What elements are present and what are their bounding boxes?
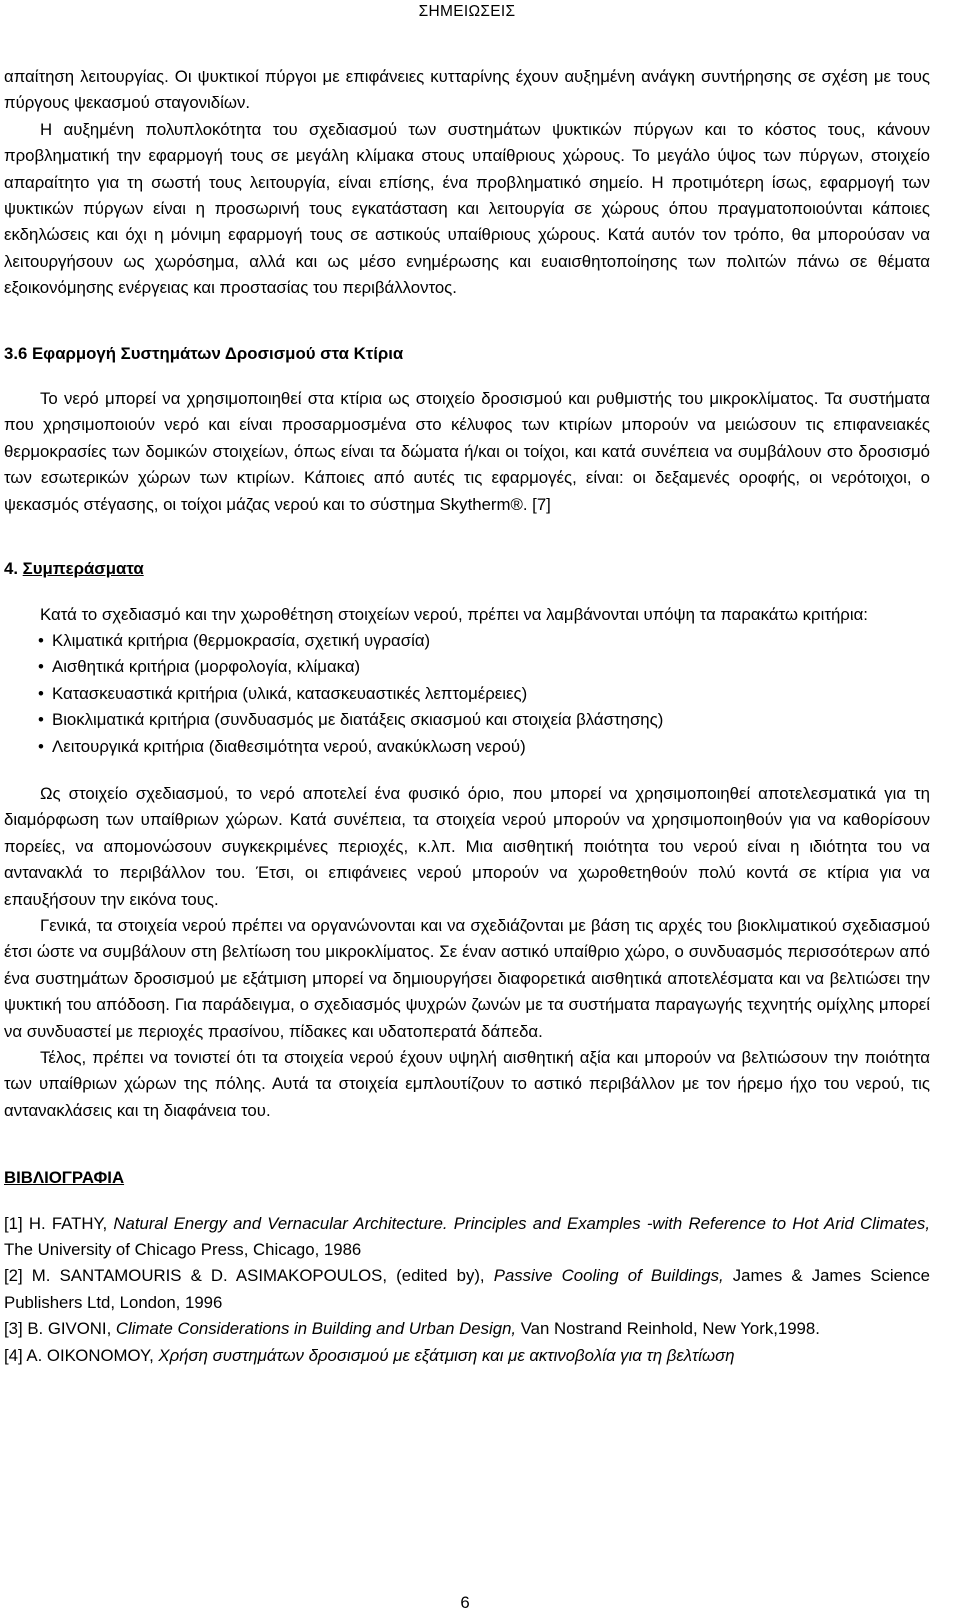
criteria-lead: Κατά το σχεδιασμό και την χωροθέτηση στοιχείων νερού, πρέπει να λαμβάνονται υπόψη τα παρακάτω κριτήρια:	[40, 604, 868, 624]
page-number: 6	[460, 1593, 470, 1612]
conclusion-paragraph-3: Τέλος, πρέπει να τονιστεί ότι τα στοιχεία νερού έχουν υψηλή αισθητική αξία και μπορούν να βελτιώσουν την ποιότητα των υπαίθριων χώρων της πόλης. Αυτά τα στοιχεία εμπλουτίζουν το αστικό περιβάλλον με τον ήρεμο ήχο του νερού, τις αντανακλάσεις και τη διαφάνεια του.	[4, 1048, 930, 1120]
list-item: • Αισθητικά κριτήρια (μορφολογία, κλίμακα)	[38, 654, 930, 680]
list-item: • Λειτουργικά κριτήρια (διαθεσιμότητα νερού, ανακύκλωση νερού)	[38, 734, 930, 760]
cooling-towers-paragraph: Η αυξημένη πολυπλοκότητα του σχεδιασμού των συστημάτων ψυκτικών πύργων και το κόστος τους, κάνουν προβληματική την εφαρμογή τους σε μεγάλη κλίμακα στους υπαίθριους χώρους. Το μεγάλο ύψος των πύργων, στοιχείο απαραίτητο για τη σωστή τους λειτουργία, είναι επίσης, ένα προβληματικό σημείο. Η προτιμότερη ίσως, εφαρμογή των ψυκτικών πύργων είναι η προσωρινή τους εγκατάσταση και λειτουργία σε χώρους όπου πραγματοποιούνται κάποιες εκδηλώσεις και όχι η μόνιμη εφαρμογή τους σε αστικούς υπαίθριους χώρους. Κατά αυτόν τον τρόπο, θα μπορούσαν να λειτουργήσουν ως χωρόσημα, αλλά και ως μέσο ενημέρωσης και ευαισθητοποίησης των πολιτών πάνω σε θέματα εξοικονόμησης ενέργειας και προστασίας του περιβάλλοντος.	[4, 119, 930, 298]
reference-list	[4, 1211, 930, 1369]
reference-item: [3] B. GIVONI, Climate Considerations in Building and Urban Design, Van Nostrand Reinhold, New York,1998.	[4, 1319, 820, 1339]
conclusion-paragraph-2: Γενικά, τα στοιχεία νερού πρέπει να οργανώνονται και να σχεδιάζονται με βάση τις αρχές του βιοκλιματικού σχεδιασμού έτσι ώστε να συμβάλουν στη βελτίωση του μικροκλίματος. Σε έναν αστικό υπαίθριο χώρο, ο συνδυασμός περισσότερων από ένα συστημάτων δροσισμού με εξάτμιση μπορεί να δημιουργήσει διαφορετικά αισθητικά αποτελέσματα και να βελτιώσει την ψυκτική του απόδοση. Για παράδειγμα, ο σχεδιασμός ψυχρών ζωνών με τα συστήματα παραγωγής τεχνητής ομίχλης μπορεί να συνδυαστεί με περιοχές πρασίνου, πίδακες και υδατοπερατά δάπεδα.	[4, 915, 930, 1041]
conclusion-paragraph-1: Ως στοιχείο σχεδιασμού, το νερό αποτελεί ένα φυσικό όριο, που μπορεί να χρησιμοποιηθεί αποτελεσματικά για τη διαμόρφωση των υπαίθριων χώρων. Κατά συνέπεια, τα στοιχεία νερού μπορούν να χρησιμοποιηθούν για να καθορίσουν πορείες, να απομονώσουν συγκεκριμένες περιοχές, κ.λπ. Μια αισθητική ποιότητα του νερού είναι η ιδιότητα του να αντανακλά το περιβάλλον του. Έτσι, οι επιφάνειες νερού μπορούν να χωροθετηθούν πολύ κοντά σε κτίρια για να επαυξήσουν την εικόνα τους.	[4, 783, 930, 909]
continued-paragraph: απαίτηση λειτουργίας. Οι ψυκτικοί πύργοι με επιφάνειες κυτταρίνης έχουν αυξημένη ανάγκη συντήρησης σε σχέση με τους πύργους ψεκασμού σταγονιδίων.	[4, 67, 930, 113]
running-header: ΣΗΜΕΙΩΣΕΙΣ	[418, 3, 516, 20]
list-item: • Βιοκλιματικά κριτήρια (συνδυασμός με διατάξεις σκιασμού και στοιχεία βλάστησης)	[38, 707, 930, 733]
section-3-6-paragraph: Το νερό μπορεί να χρησιμοποιηθεί στα κτίρια ως στοιχείο δροσισμού και ρυθμιστής του μικροκλίματος. Τα συστήματα που χρησιμοποιούν νερό και είναι προσαρμοσμένα στο κέλυφος των κτιρίων μπορούν να μειώσουν τις επιφανειακές θερμοκρασίες των δομικών στοιχείων, όπως είναι τα δώματα ή/και οι τοίχοι, και κατά συνέπεια να συμβάλουν στο δροσισμό των εσωτερικών χώρων των κτιρίων. Κάποιες από αυτές τις εφαρμογές, είναι: οι δεξαμενές οροφής, οι νερότοιχοι, ο ψεκασμός στέγασης, οι τοίχοι μάζας νερού και το σύστημα Skytherm®. [7]	[4, 389, 930, 514]
reference-item: [2] M. SANTAMOURIS & D. ASIMAKOPOULOS, (edited by), Passive Cooling of Buildings, James & James Science Publishers Ltd, London, 1996	[4, 1266, 930, 1312]
bibliography-heading: ΒΙΒΛΙΟΓΡΑΦΙΑ	[4, 1168, 125, 1188]
reference-item: [4] A. ΟΙΚΟΝΟΜΟΥ, Χρήση συστημάτων δροσισμού με εξάτμιση και με ακτινοβολία για τη βελτίωση	[4, 1345, 735, 1365]
section-4-title: Συμπεράσματα	[22, 559, 144, 579]
list-item: • Κατασκευαστικά κριτήρια (υλικά, κατασκευαστικές λεπτομέρειες)	[38, 681, 930, 707]
section-4-number: 4.	[4, 559, 18, 579]
reference-item: [1] H. FATHY, Natural Energy and Vernacular Architecture. Principles and Examples -with Reference to Hot Arid Climates, The University of Chicago Press, Chicago, 1986	[4, 1213, 930, 1260]
intro-block	[4, 64, 930, 302]
section-3-6-heading: 3.6 Εφαρμογή Συστημάτων Δροσισμού στα Κτίρια	[4, 343, 404, 363]
section-4-heading	[4, 556, 930, 582]
list-item: • Κλιματικά κριτήρια (θερμοκρασία, σχετική υγρασία)	[38, 628, 930, 654]
criteria-list	[4, 628, 930, 760]
